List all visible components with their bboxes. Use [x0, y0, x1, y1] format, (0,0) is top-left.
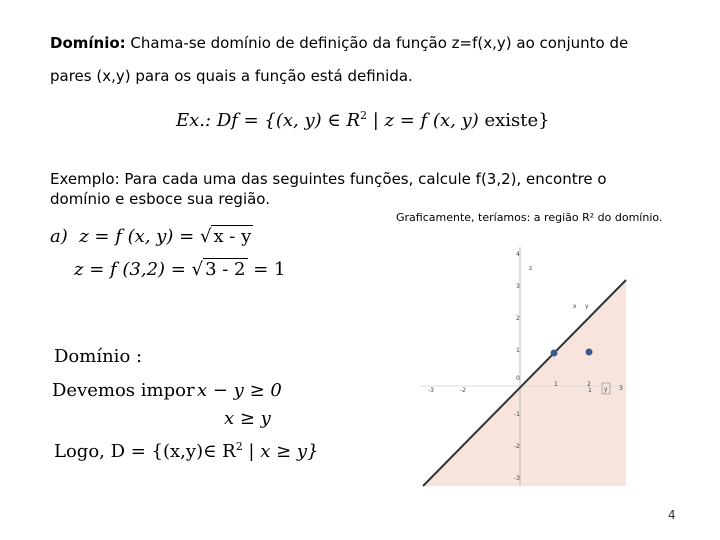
item-a-radicand-2: 3 - 2	[205, 259, 246, 280]
item-a-radicand: x - y	[213, 226, 252, 247]
formula-sup: 2	[360, 109, 368, 122]
y-tick-m2: -2	[514, 443, 520, 450]
y-tick-2: 2	[516, 315, 520, 322]
page-number: 4	[668, 508, 676, 522]
definition-text: Chama-se domínio de definição da função z=f(x,y) ao conjunto de	[125, 34, 629, 52]
axis-label-z: z	[529, 265, 533, 272]
item-a-lhs: z = f (x, y) =	[79, 226, 200, 247]
y-tick-m3: -3	[514, 475, 520, 482]
y-tick-3: 3	[516, 283, 520, 290]
logo-sup: 2	[235, 440, 243, 453]
devemos-impor: Devemos impor	[52, 380, 195, 401]
logo-text: Logo, D = {(x,y)∈ R	[54, 441, 236, 462]
y-tick-0: 0	[516, 375, 520, 382]
y-tick-1: 1	[516, 347, 520, 354]
formula-exists: existe}	[478, 110, 550, 131]
exemplo-line-1: Exemplo: Para cada uma das seguintes funções, calcule f(3,2), encontre o	[50, 170, 607, 188]
formula-df: Df	[216, 110, 238, 131]
graph-point-1	[551, 350, 558, 357]
x-tick-m2: -2	[460, 387, 466, 394]
inequality-1: x − y ≥ 0	[197, 380, 282, 401]
exemplo-line-2: domínio e esboce sua região.	[50, 190, 270, 208]
sqrt-sign-2: √	[191, 259, 204, 280]
item-a-result: = 1	[247, 259, 286, 280]
graficamente-caption: Graficamente, teríamos: a região R² do domínio.	[396, 211, 663, 224]
x-tick-m3: -3	[428, 387, 434, 394]
graph-point-2	[586, 349, 593, 356]
y-tick-4: 4	[516, 251, 520, 258]
formula-set: = {(x, y) ∈ R	[237, 110, 361, 131]
item-a-lhs2: z = f (3,2) =	[74, 259, 192, 280]
axis-label-y-2: y	[604, 386, 608, 393]
formula-condition: | z = f (x, y)	[367, 110, 479, 131]
x-tick-1: 1	[554, 381, 558, 388]
logo-tail: | x ≥ y}	[242, 441, 319, 462]
inequality-2: x ≥ y	[224, 408, 271, 429]
formula-prefix: Ex.:	[176, 110, 212, 131]
axis-label-one: 1	[588, 387, 592, 394]
y-tick-m1: -1	[514, 411, 520, 418]
definition-term: Domínio:	[50, 34, 126, 52]
definition-line-2: pares (x,y) para os quais a função está definida.	[50, 67, 413, 85]
x-tick-3: 3	[619, 385, 623, 392]
dominio-heading: Domínio :	[54, 346, 143, 367]
item-a-label: a)	[50, 226, 68, 247]
sqrt-sign: √	[199, 226, 212, 247]
x-tick-2: 2	[587, 381, 591, 388]
axis-label-y: y	[585, 303, 589, 310]
axis-label-x: x	[573, 303, 577, 310]
